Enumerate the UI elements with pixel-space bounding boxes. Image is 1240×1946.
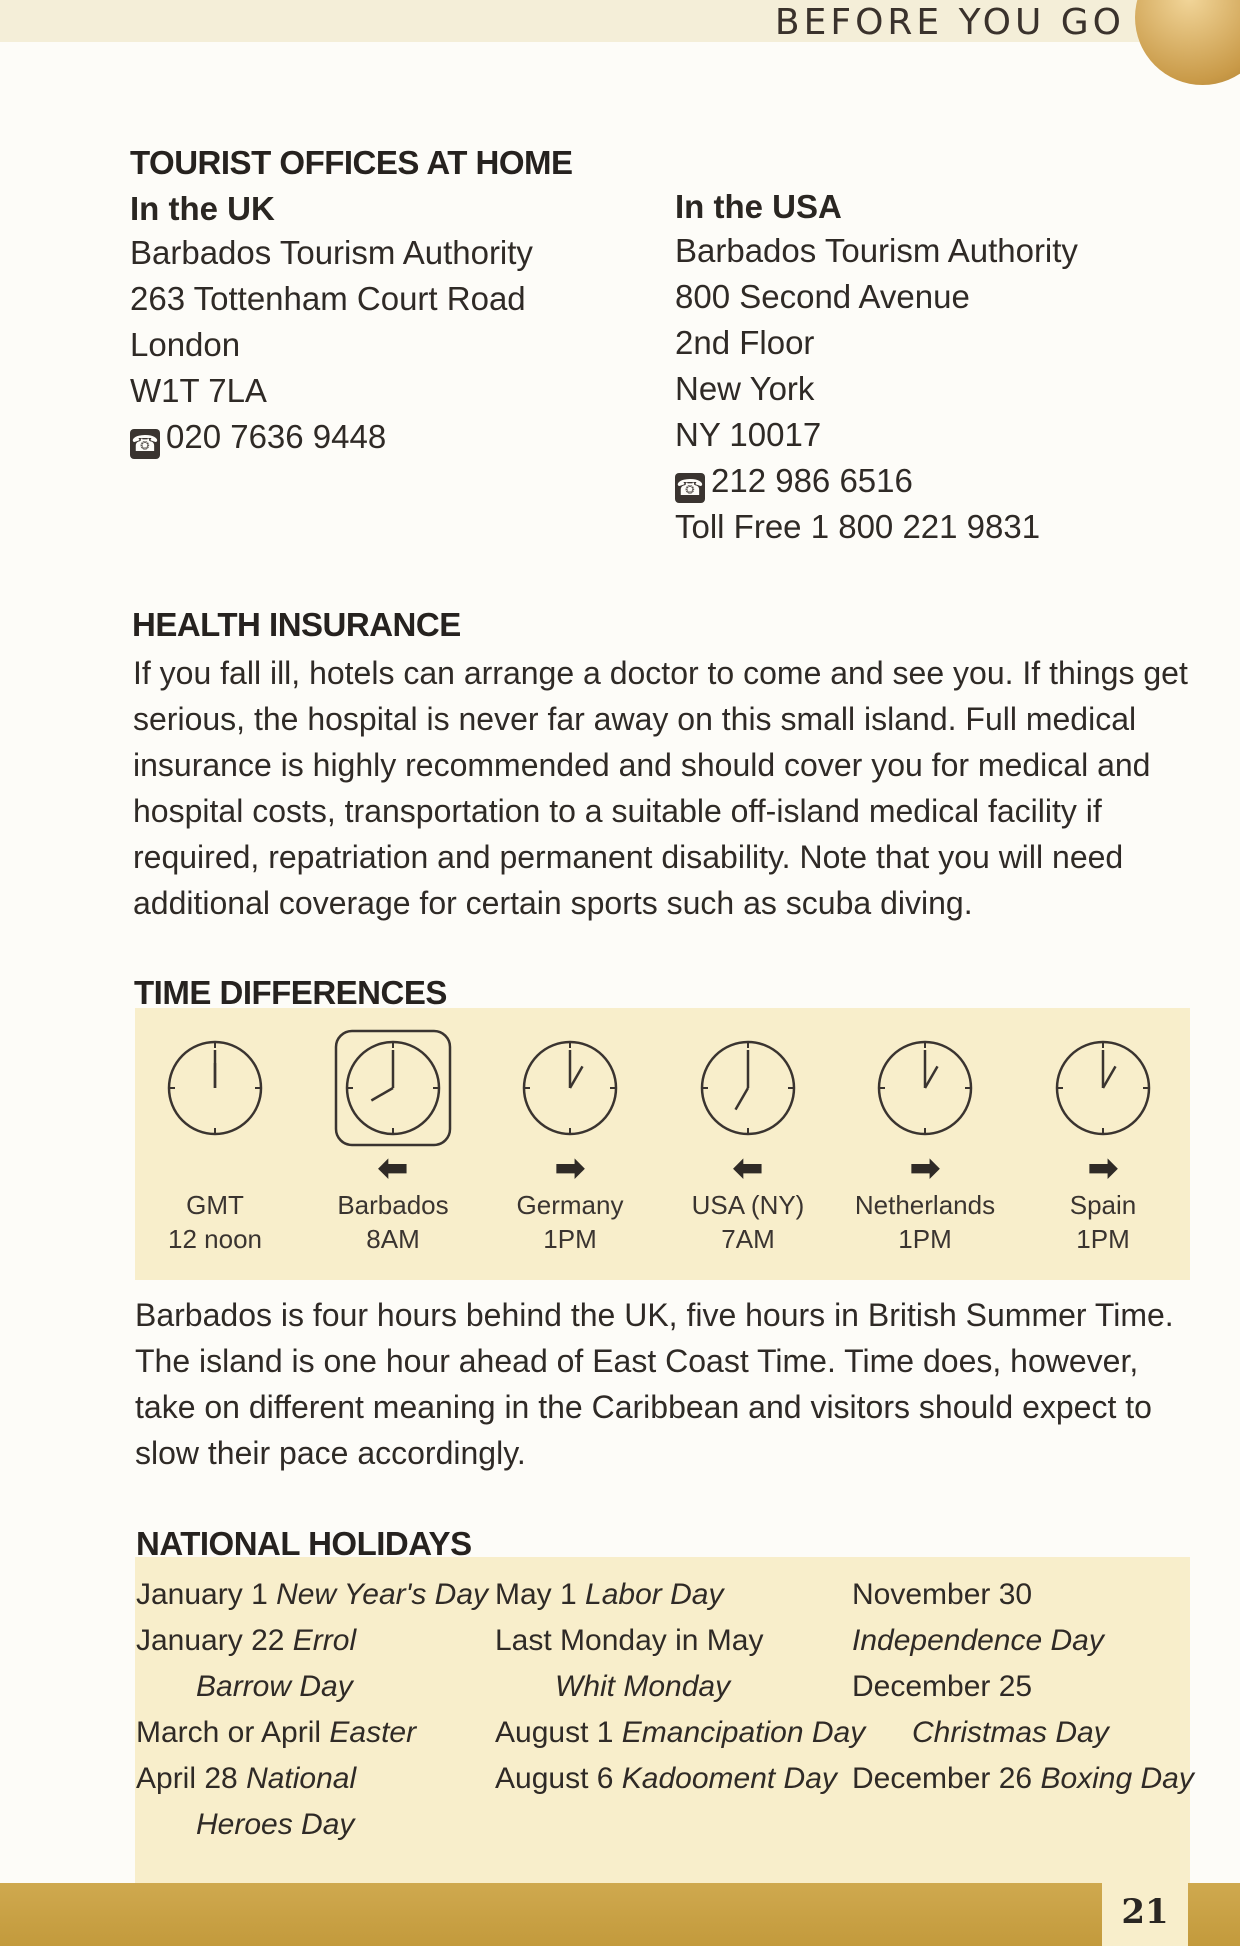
clock-2 [308,1028,478,1256]
holiday-entry [495,1756,865,1802]
holiday-name: Christmas Day [912,1716,1109,1749]
holiday-entry [136,1664,488,1710]
health-insurance-text [133,650,1188,926]
text-line: The island is one hour ahead of East Coast Time. Time does, however, [135,1343,1139,1379]
text-line: Barbados is four hours behind the UK, five hours in British Summer Time. [135,1297,1174,1333]
clock-time: 1PM [1076,1224,1130,1254]
usa-address-line: 2nd Floor [675,324,815,361]
uk-office [130,190,533,460]
holiday-name: Independence Day [852,1624,1104,1657]
uk-phone [130,414,533,460]
holiday-entry [852,1618,1194,1664]
clock-time: 8AM [366,1224,420,1254]
telephone-icon: ☎ [675,473,705,503]
holiday-entry [852,1664,1194,1710]
text-line: slow their pace accordingly. [135,1435,526,1471]
hour-hand [925,1066,938,1088]
holiday-name: Whit Monday [555,1670,731,1703]
holiday-date: November 30 [852,1578,1033,1611]
holiday-date: March or April [136,1716,330,1749]
clock-face-icon [155,1028,275,1148]
hour-hand [736,1088,749,1110]
telephone-icon: ☎ [130,429,160,459]
text-line: If you fall ill, hotels can arrange a doctor to come and see you. If things get [133,655,1188,691]
holiday-entry [136,1618,488,1664]
clock-place: Netherlands [854,1190,996,1220]
uk-phone-number: 020 7636 9448 [166,418,387,455]
holiday-entry [852,1710,1194,1756]
holiday-name: National [246,1762,357,1795]
holiday-entry [852,1572,1194,1618]
holiday-entry [495,1618,865,1664]
holiday-entry [136,1710,488,1756]
usa-address-line: New York [675,370,815,407]
usa-phone-number: 212 986 6516 [711,462,913,499]
clock-face-icon [333,1028,453,1148]
holiday-date: August 6 [495,1762,622,1795]
national-holidays-title: NATIONAL HOLIDAYS [136,1525,472,1562]
arrow-left-icon: ⬅ [732,1147,764,1188]
no-arrow [130,1148,300,1188]
time-differences-title: TIME DIFFERENCES [134,974,447,1011]
holiday-entry [495,1572,865,1618]
holiday-date: April 28 [136,1762,247,1795]
text-line: serious, the hospital is never far away on this small island. Full medical [133,701,1137,737]
usa-address-line: NY 10017 [675,416,822,453]
text-line: insurance is highly recommended and should cover you for medical and [133,747,1151,783]
clock-time: 12 noon [168,1224,262,1254]
holiday-date: August 1 [495,1716,622,1749]
text-line: additional coverage for certain sports such as scuba diving. [133,885,973,921]
holiday-name: Labor Day [585,1578,724,1611]
holiday-entry [136,1802,488,1848]
clock-face-icon [1043,1028,1163,1148]
clock-time: 1PM [543,1224,597,1254]
holiday-entry [136,1572,488,1618]
usa-office [675,188,1078,550]
clock-place: Germany [516,1190,624,1220]
clock-3 [485,1028,655,1256]
running-header: BEFORE YOU GO [774,2,1125,43]
holidays-column-1 [136,1572,488,1848]
holiday-date: December 26 [852,1762,1041,1795]
usa-heading: In the USA [675,188,842,225]
usa-toll-free: Toll Free 1 800 221 9831 [675,508,1041,545]
header-decoration [1135,0,1240,85]
clock-place: USA (NY) [691,1190,805,1220]
holiday-name: New Year's Day [276,1578,489,1611]
holiday-date: January 1 [136,1578,277,1611]
holiday-name: Easter [329,1716,417,1749]
tourist-offices-title: TOURIST OFFICES AT HOME [130,144,573,181]
text-line: hospital costs, transportation to a suitable off-island medical facility if [133,793,1102,829]
health-insurance-title: HEALTH INSURANCE [132,606,461,643]
holiday-name: Emancipation Day [621,1716,866,1749]
arrow-right-icon: ➡ [1087,1147,1119,1188]
uk-address-line: Barbados Tourism Authority [130,234,533,271]
usa-address-line: 800 Second Avenue [675,278,970,315]
holiday-name: Barrow Day [196,1670,353,1703]
arrow-left-icon: ⬅ [377,1147,409,1188]
clock-place: GMT [186,1190,244,1220]
arrow-right-icon: ➡ [554,1147,586,1188]
footer-band [0,1883,1240,1946]
usa-address-line: Barbados Tourism Authority [675,232,1078,269]
page-number-box [1102,1880,1188,1946]
clock-1 [130,1028,300,1256]
holiday-name: Kadooment Day [621,1762,837,1795]
holiday-date: Last Monday in May [495,1624,764,1657]
page-number: 21 [1121,1892,1169,1932]
clock-time: 1PM [898,1224,952,1254]
holidays-column-3 [852,1572,1194,1802]
arrow-right-icon: ➡ [909,1147,941,1188]
hour-hand [570,1066,583,1088]
holiday-entry [495,1710,865,1756]
uk-heading: In the UK [130,190,275,227]
clock-face-icon [510,1028,630,1148]
holiday-entry [495,1664,865,1710]
holidays-column-2 [495,1572,865,1802]
holiday-entry [136,1756,488,1802]
uk-address-line: 263 Tottenham Court Road [130,280,526,317]
clock-time: 7AM [721,1224,775,1254]
hour-hand [1103,1066,1116,1088]
holiday-date: December 25 [852,1670,1033,1703]
text-line: take on different meaning in the Caribbean and visitors should expect to [135,1389,1152,1425]
holiday-name: Heroes Day [196,1808,355,1841]
holiday-date: January 22 [136,1624,293,1657]
uk-address-line: W1T 7LA [130,372,267,409]
clock-5 [840,1028,1010,1256]
clock-place: Barbados [337,1190,449,1220]
clock-face-icon [865,1028,985,1148]
holiday-name: Errol [292,1624,357,1657]
holiday-entry [852,1756,1194,1802]
holiday-name: Boxing Day [1040,1762,1194,1795]
time-differences-text [135,1292,1174,1476]
text-line: required, repatriation and permanent disability. Note that you will need [133,839,1124,875]
holiday-date: May 1 [495,1578,586,1611]
uk-address-line: London [130,326,241,363]
clock-place: Spain [1069,1190,1137,1220]
clock-6 [1018,1028,1188,1256]
hour-hand [371,1088,393,1101]
clock-4 [663,1028,833,1256]
usa-phone [675,458,1078,504]
clock-face-icon [688,1028,808,1148]
